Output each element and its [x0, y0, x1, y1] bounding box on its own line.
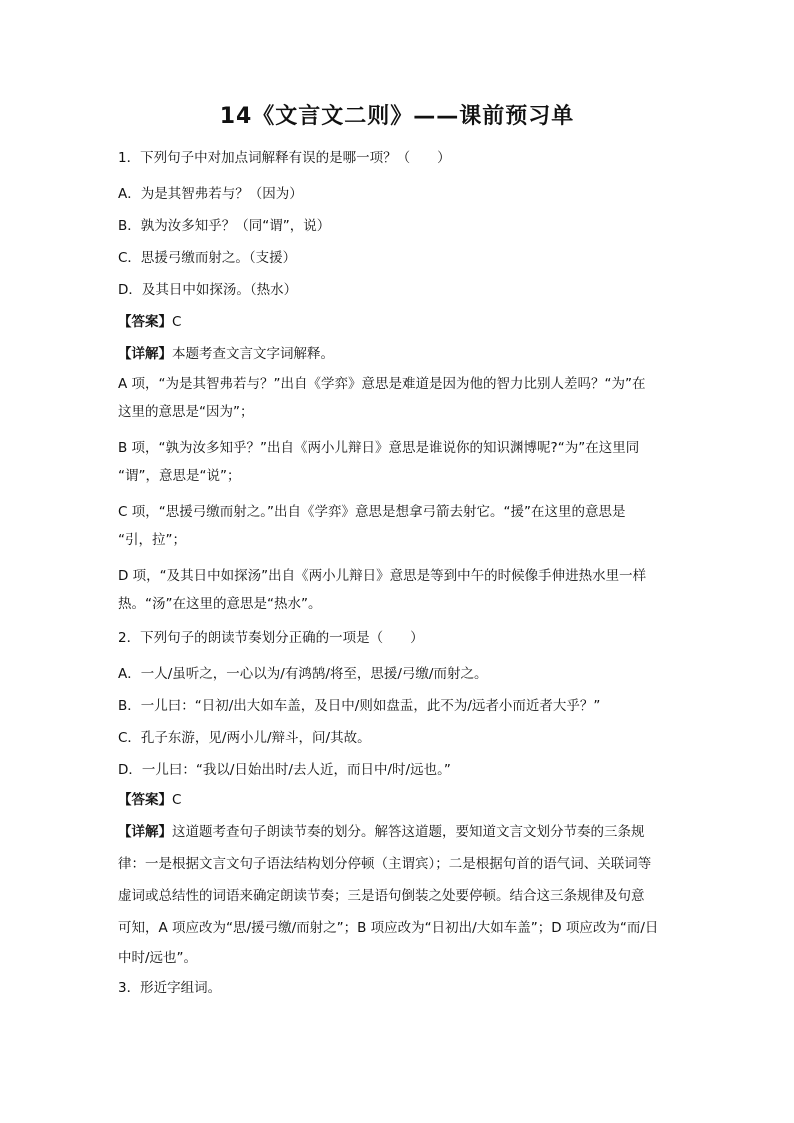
detail-line: D 项，“及其日中如探汤”出自《两小儿辩日》意思是等到中午的时候像手伸进热水里一样	[118, 568, 647, 584]
question-2-stem: 2．下列句子的朗读节奏划分正确的一项是（ ）	[118, 630, 424, 646]
answer-tag: 【答案】	[118, 314, 172, 330]
question-2-option-b: B．一儿曰：“日初/出大如车盖，及日中/则如盘盂，此不为/远者小而近者大乎？”	[118, 698, 601, 714]
detail-line: “引，拉”；	[118, 532, 186, 548]
detail-line: 这里的意思是“因为”；	[118, 404, 254, 420]
answer-tag: 【答案】	[118, 792, 172, 808]
detail-line: “谓”，意思是“说”；	[118, 468, 241, 484]
question-2-option-c: C．孔子东游，见/两小儿/辩斗，问/其故。	[118, 730, 371, 746]
detail-text: 这道题考查句子朗读节奏的划分。解答这道题，要知道文言文划分节奏的三条规	[172, 824, 645, 840]
detail-line: 律：一是根据文言文句子语法结构划分停顿（主谓宾）；二是根据句首的语气词、关联词等	[118, 856, 652, 872]
question-2-answer	[118, 790, 678, 810]
detail-tag: 【详解】	[118, 346, 172, 362]
question-2-detail	[118, 822, 678, 842]
detail-line: B 项，“孰为汝多知乎？”出自《两小儿辩日》意思是谁说你的知识渊博呢?“为”在这里同	[118, 440, 640, 456]
question-3-stem: 3．形近字组词。	[118, 980, 222, 996]
document-title: 14《文言文二则》——课前预习单	[219, 104, 575, 129]
question-1-stem: 1．下列句子中对加点词解释有误的是哪一项？（ ）	[118, 150, 451, 166]
question-1-option-c: C．思援弓缴而射之。（支援）	[118, 250, 297, 266]
detail-line: 热。“汤”在这里的意思是“热水”。	[118, 596, 322, 612]
detail-line: 虚词或总结性的词语来确定朗读节奏；三是语句倒装之处要停顿。结合这三条规律及句意	[118, 888, 645, 904]
detail-tag: 【详解】	[118, 824, 172, 840]
detail-line: 可知，A 项应改为“思/援弓缴/而射之”；B 项应改为“日初出/大如车盖”；D 项应改为“而/日	[118, 920, 659, 936]
detail-line: 中时/远也”。	[118, 950, 198, 966]
detail-line: C 项，“思援弓缴而射之。”出自《学弈》意思是想拿弓箭去射它。“援”在这里的意思是	[118, 504, 626, 520]
question-2-option-d: D．一儿曰：“我以/日始出时/去人近，而日中/时/远也。”	[118, 762, 451, 778]
question-1-answer	[118, 312, 678, 332]
question-1-option-b: B．孰为汝多知乎？（同“谓”，说）	[118, 218, 331, 234]
answer-value: C	[172, 314, 182, 330]
question-1-option-a: A．为是其智弗若与？（因为）	[118, 186, 303, 202]
question-1-option-d: D．及其日中如探汤。（热水）	[118, 282, 298, 298]
question-1-detail	[118, 344, 678, 364]
answer-value: C	[172, 792, 182, 808]
detail-line: A 项，“为是其智弗若与？”出自《学弈》意思是难道是因为他的智力比别人差吗？“为”在	[118, 376, 646, 392]
detail-text: 本题考查文言文字词解释。	[172, 346, 334, 362]
question-2-option-a: A．一人/虽听之，一心以为/有鸿鹄/将至，思援/弓缴/而射之。	[118, 666, 488, 682]
